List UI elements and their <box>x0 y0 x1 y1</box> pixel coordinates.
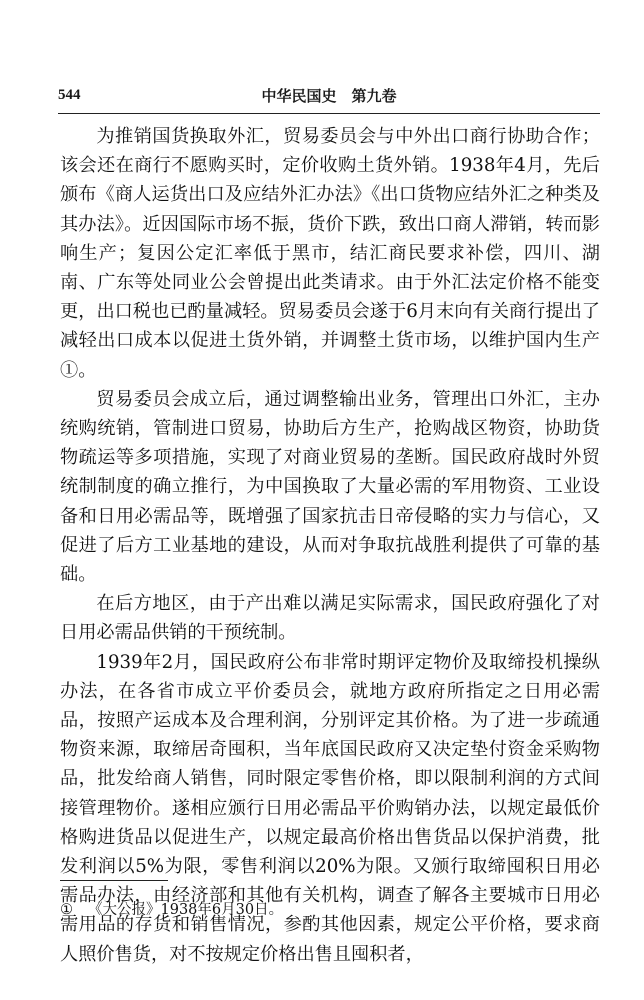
body-text <box>60 122 600 969</box>
footnote <box>60 898 283 919</box>
header-rule <box>58 113 600 114</box>
paragraph-price-control: 1939年2月，国民政府公布非常时期评定物价及取缔投机操纵办法，在各省市成立平价委员会，就地方政府所指定之日用必需品，按照产运成本及合理利润，分别评定其价格。为了进一步疏通物资来源，取缔居奇囤积，当年底国民政府又决定垫付资金采购物品，批发给商人销售，同时限定零售价格，即以限制利润的方式间接管理物价。遂相应颁行日用必需品平价购销办法，以规定最低价格购进货品以促进生产，以规定最高价格出售货品以保护消费，批发利润以5%为限，零售利润以20%为限。又颁行取缔囤积日用必需品办法，由经济部和其他有关机构，调查了解各主要城市日用必需用品的存货和销售情况，参酌其他因素，规定公平价格，要求商人照价售货，对不按规定价格出售且囤积者， <box>60 651 600 965</box>
page-number: 544 <box>58 87 81 103</box>
running-title: 中华民国史 第九卷 <box>261 87 397 105</box>
footnote-marker: ① <box>60 902 73 918</box>
paragraph-foreign-exchange: 为推销国货换取外汇，贸易委员会与中外出口商行协助合作；该会还在商行不愿购买时，定价收购土货外销。1938年4月，先后颁布《商人运货出口及应结外汇办法》《出口货物应结外汇之种类及其办法》。近因国际市场不振，货价下跌，致出口商人滞销，转而影响生产；复因公定汇率低于黑市，结汇商民要求补偿，四川、湖南、广东等处同业公会曾提出此类请求。由于外汇法定价格不能变更，出口税也已酌量减轻。贸易委员会遂于6月末向有关商行提出了减轻出口成本以促进土货外销，并调整土货市场，以维护国内生产①。 <box>60 126 600 381</box>
page-header <box>58 85 600 111</box>
paragraph-trade-committee: 贸易委员会成立后，通过调整输出业务，管理出口外汇，主办统购统销，管制进口贸易，协助后方生产，抢购战区物资，协助货物疏运等多项措施，实现了对商业贸易的垄断。国民政府战时外贸统制制度的确立推行，为中国换取了大量必需的军用物资、工业设备和日用必需品等，既增强了国家抗击日帝侵略的实力与信心，又促进了后方工业基地的建设，从而对争取抗战胜利提供了可靠的基础。 <box>60 388 600 586</box>
paragraph-rear-area: 在后方地区，由于产出难以满足实际需求，国民政府强化了对日用必需品供销的干预统制。 <box>60 593 600 644</box>
footnote-rule <box>60 880 168 881</box>
footnote-text: 《大公报》1938年6月30日。 <box>88 902 284 918</box>
